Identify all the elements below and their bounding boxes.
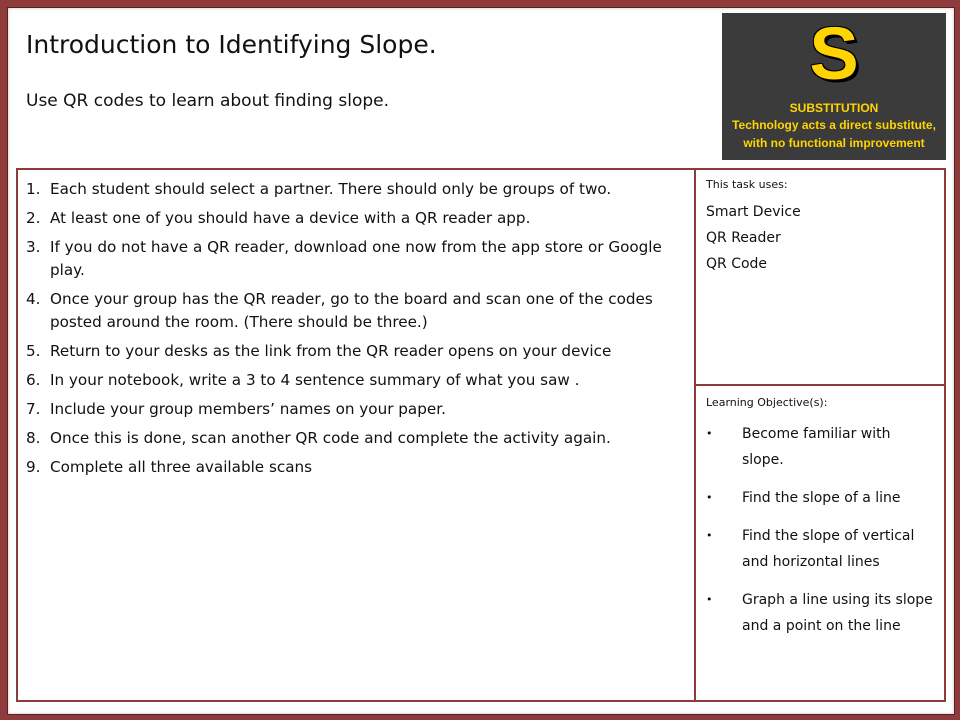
step-number: 7. — [26, 400, 41, 418]
bullet-icon: • — [706, 427, 713, 440]
step-item — [26, 456, 686, 479]
instructions-panel — [16, 168, 696, 702]
bullet-icon: • — [706, 529, 713, 542]
step-number: 1. — [26, 180, 41, 198]
step-item — [26, 340, 686, 363]
samr-badge — [722, 13, 946, 160]
objective-item — [706, 485, 944, 511]
step-item — [26, 178, 686, 201]
step-text: Each student should select a partner. There should only be groups of two. — [50, 180, 612, 198]
step-text: Complete all three available scans — [50, 458, 313, 476]
step-number: 2. — [26, 209, 41, 227]
step-text: Return to your desks as the link from the QR reader opens on your device — [50, 342, 612, 360]
objective-text: Find the slope of vertical and horizontal lines — [742, 528, 915, 570]
steps-list — [26, 178, 686, 485]
objective-item — [706, 587, 944, 639]
badge-name: SUBSTITUTION — [789, 101, 879, 115]
step-item — [26, 207, 686, 230]
objective-text: Graph a line using its slope and a point on the line — [742, 592, 933, 634]
learning-objectives-panel — [696, 384, 946, 702]
step-number: 3. — [26, 238, 41, 256]
tool-item: QR Code — [706, 256, 768, 272]
step-number: 6. — [26, 371, 41, 389]
objective-item — [706, 523, 944, 575]
step-text: If you do not have a QR reader, download one now from the app store or Google play. — [50, 238, 662, 279]
step-text: Include your group members’ names on your paper. — [50, 400, 446, 418]
task-uses-label: This task uses: — [706, 178, 788, 191]
page-title: Introduction to Identifying Slope. — [26, 30, 437, 59]
step-number: 5. — [26, 342, 41, 360]
step-item — [26, 427, 686, 450]
step-text: Once your group has the QR reader, go to the board and scan one of the codes posted around the room. (There should be three.) — [50, 290, 653, 331]
step-text: In your notebook, write a 3 to 4 sentence summary of what you saw . — [50, 371, 580, 389]
badge-description: Technology acts a direct substitute, with no functional improvement — [732, 118, 936, 150]
step-item — [26, 236, 686, 282]
step-number: 4. — [26, 290, 41, 308]
step-number: 8. — [26, 429, 41, 447]
objective-text: Become familiar with slope. — [742, 426, 891, 468]
badge-letter: S — [809, 12, 859, 95]
bullet-icon: • — [706, 491, 713, 504]
objectives-list — [706, 421, 944, 639]
step-number: 9. — [26, 458, 41, 476]
tool-item: Smart Device — [706, 204, 801, 220]
task-uses-panel — [696, 168, 946, 386]
step-text: At least one of you should have a device with a QR reader app. — [50, 209, 531, 227]
step-item — [26, 288, 686, 334]
bullet-icon: • — [706, 593, 713, 606]
objective-text: Find the slope of a line — [742, 490, 901, 506]
step-text: Once this is done, scan another QR code and complete the activity again. — [50, 429, 611, 447]
step-item — [26, 398, 686, 421]
step-item — [26, 369, 686, 392]
learning-objectives-label: Learning Objective(s): — [706, 396, 828, 409]
objective-item — [706, 421, 944, 473]
tool-item: QR Reader — [706, 230, 781, 246]
page-subtitle: Use QR codes to learn about finding slope. — [26, 91, 390, 111]
slide — [7, 7, 955, 715]
